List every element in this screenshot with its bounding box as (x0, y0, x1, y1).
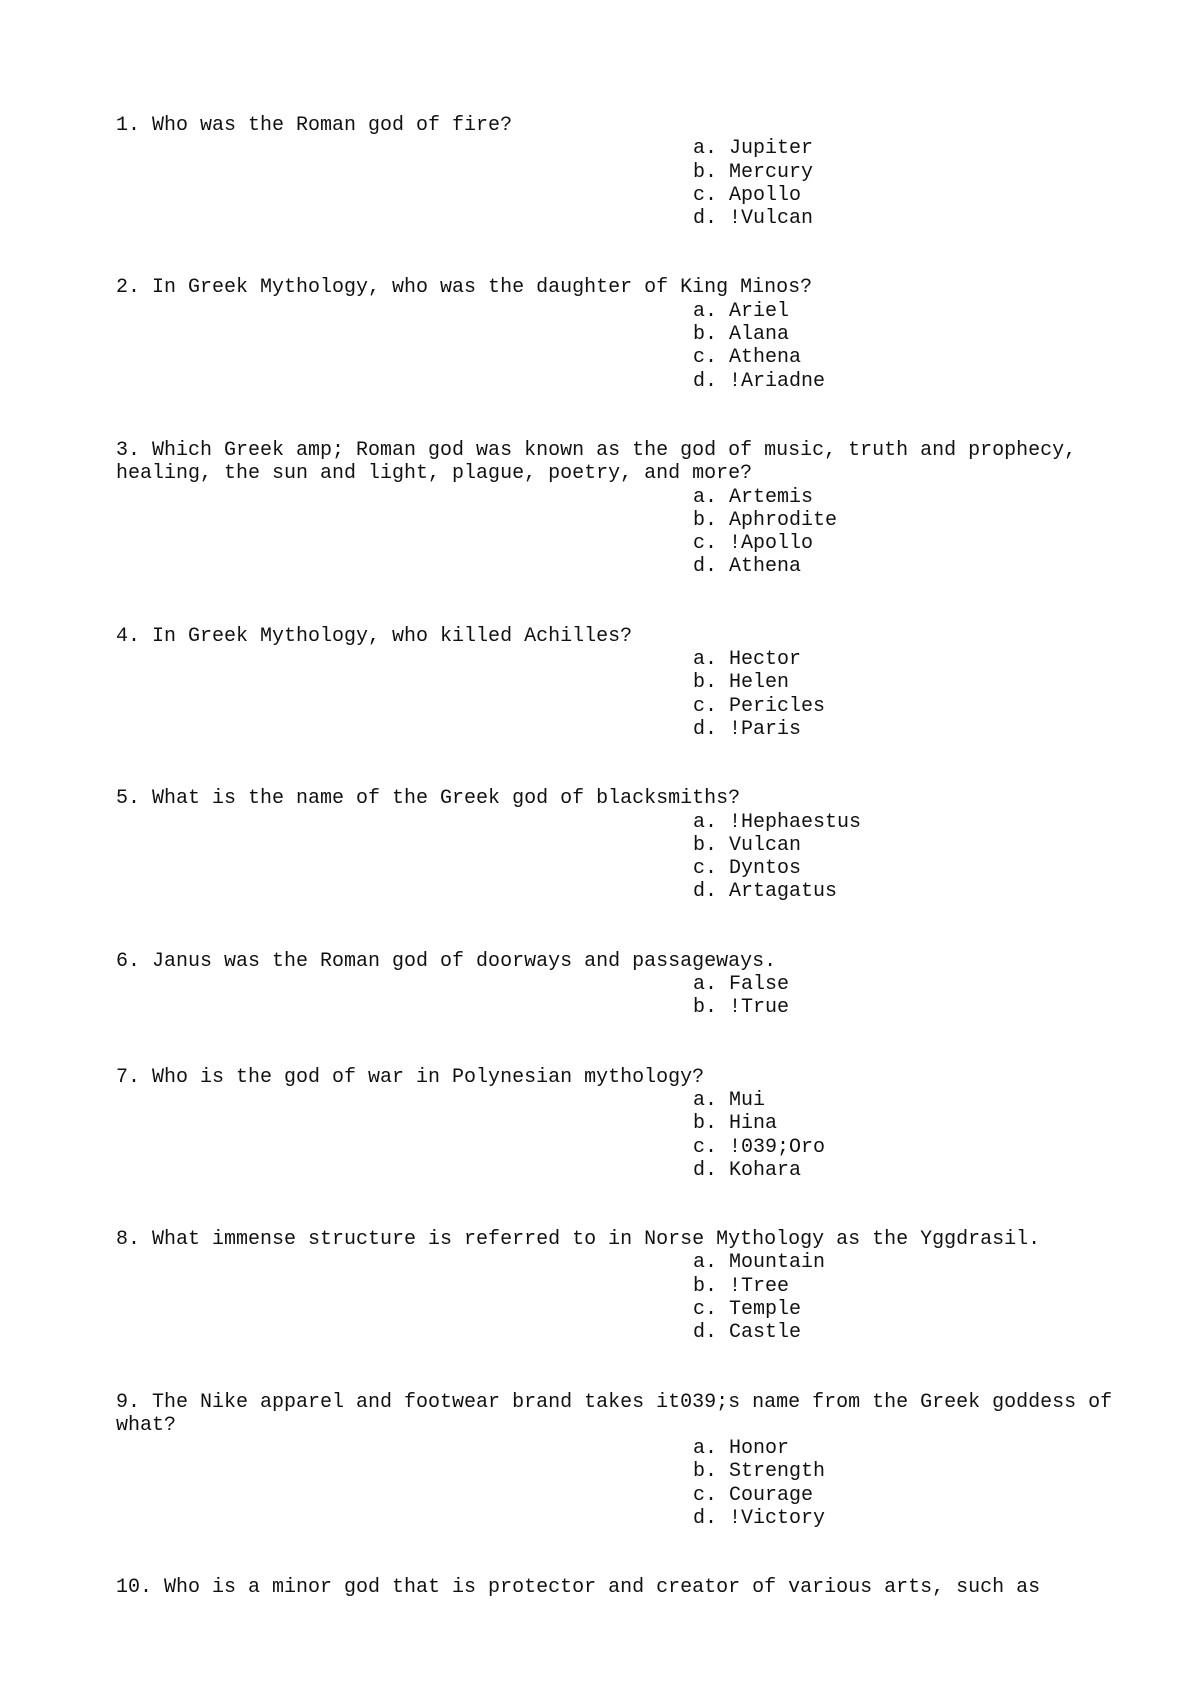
question-text: 6. Janus was the Roman god of doorways and passageways. (116, 949, 777, 973)
answer-option: c. Athena (693, 346, 802, 370)
answer-option: a. Ariel (693, 299, 790, 323)
question-3 (116, 439, 1116, 579)
question-text: 7. Who is the god of war in Polynesian mythology? (116, 1065, 705, 1089)
answer-option: a. Jupiter (693, 137, 814, 161)
spacer (116, 904, 1116, 950)
answer-option: c. Apollo (693, 183, 802, 207)
spacer (116, 1530, 1116, 1576)
answer-option: d. Artagatus (693, 880, 838, 904)
answer-option: a. False (693, 973, 790, 997)
answer-option: a. Mui (693, 1088, 766, 1112)
answer-option: b. !True (693, 996, 790, 1020)
question-4 (116, 625, 1116, 741)
answer-options (693, 1437, 1116, 1530)
question-10 (116, 1576, 1116, 1599)
answer-options (693, 1089, 1116, 1182)
answer-option: c. Pericles (693, 694, 826, 718)
answer-option: a. Honor (693, 1437, 790, 1461)
spacer (116, 393, 1116, 439)
answer-option: b. Strength (693, 1460, 826, 1484)
answer-options (693, 973, 1116, 1020)
spacer (116, 1182, 1116, 1228)
answer-options (693, 1251, 1116, 1344)
question-text: 9. The Nike apparel and footwear brand takes it039;s name from the Greek goddess of what? (116, 1390, 1125, 1437)
answer-options (693, 648, 1116, 741)
spacer (116, 230, 1116, 276)
answer-option: d. !Victory (693, 1507, 826, 1531)
answer-option: b. Aphrodite (693, 508, 838, 532)
question-2 (116, 276, 1116, 392)
answer-option: d. !Ariadne (693, 369, 826, 393)
answer-options (693, 300, 1116, 393)
spacer (116, 741, 1116, 787)
spacer (116, 579, 1116, 625)
answer-option: b. Alana (693, 323, 790, 347)
answer-option: c. Dyntos (693, 857, 802, 881)
answer-option: b. Hina (693, 1112, 778, 1136)
answer-options (693, 811, 1116, 904)
quiz-list (116, 114, 1125, 1600)
answer-option: b. Mercury (693, 160, 814, 184)
question-8 (116, 1228, 1116, 1344)
answer-option: b. Vulcan (693, 833, 802, 857)
question-text: 10. Who is a minor god that is protector and creator of various arts, such as (116, 1576, 1041, 1600)
answer-option: a. !Hephaestus (693, 810, 862, 834)
answer-option: c. Courage (693, 1483, 814, 1507)
question-7 (116, 1066, 1116, 1182)
spacer (116, 1020, 1116, 1066)
answer-option: a. Hector (693, 648, 802, 672)
question-text: 3. Which Greek amp; Roman god was known as the god of music, truth and prophecy, healing, the sun and light, plague, poetry, and more? (116, 438, 1089, 486)
answer-option: d. Castle (693, 1321, 802, 1345)
answer-option: c. !039;Oro (693, 1135, 826, 1159)
question-5 (116, 787, 1116, 903)
answer-option: d. Athena (693, 555, 802, 579)
question-text: 5. What is the name of the Greek god of blacksmiths? (116, 787, 741, 811)
answer-option: c. Temple (693, 1297, 802, 1321)
question-text: 2. In Greek Mythology, who was the daughter of King Minos? (116, 276, 813, 300)
answer-option: b. Helen (693, 671, 790, 695)
answer-option: d. !Vulcan (693, 207, 814, 231)
question-text: 4. In Greek Mythology, who killed Achilles? (116, 624, 633, 648)
question-text: 1. Who was the Roman god of fire? (116, 114, 513, 137)
answer-option: c. !Apollo (693, 532, 814, 556)
question-9 (116, 1390, 1125, 1531)
spacer (116, 1345, 1116, 1391)
answer-options (693, 486, 1116, 579)
answer-option: b. !Tree (693, 1274, 790, 1298)
answer-option: a. Mountain (693, 1251, 826, 1275)
answer-option: d. Kohara (693, 1158, 802, 1182)
question-text: 8. What immense structure is referred to in Norse Mythology as the Yggdrasil. (116, 1228, 1041, 1252)
question-6 (116, 950, 1116, 1020)
answer-options (693, 137, 1116, 230)
question-1 (116, 114, 1116, 230)
answer-option: d. !Paris (693, 717, 802, 741)
answer-option: a. Artemis (693, 485, 814, 509)
